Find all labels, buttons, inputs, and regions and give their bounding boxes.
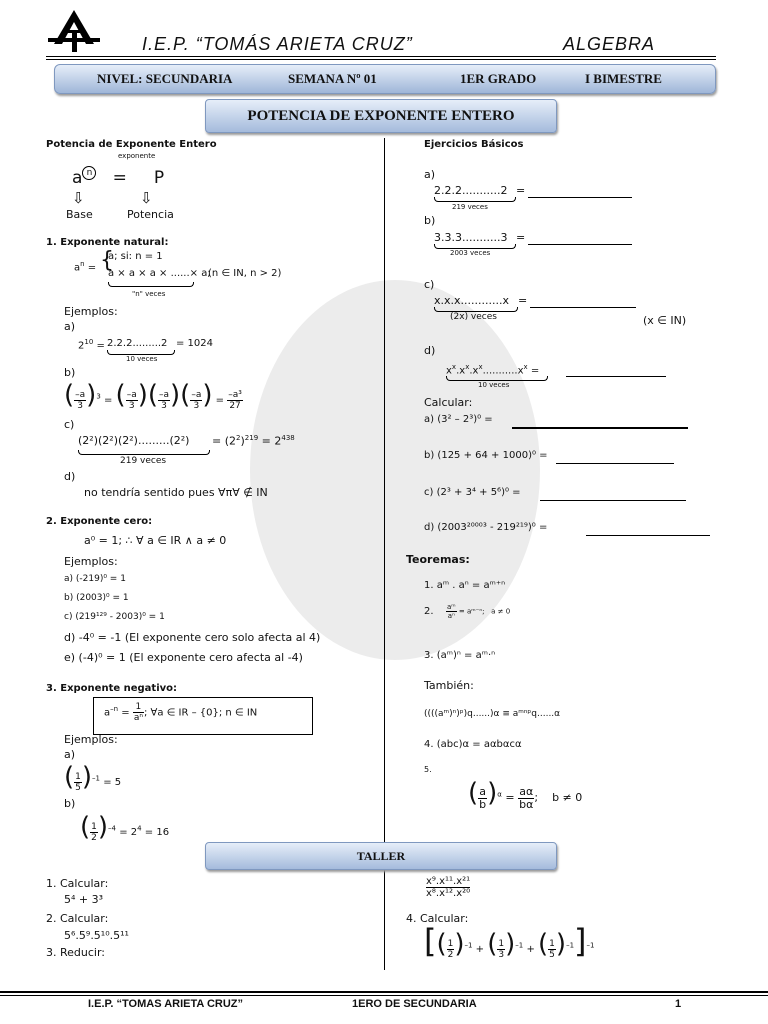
taller-item-1: 1. Calcular: (46, 877, 109, 890)
section3-title: 3. Exponente negativo: (46, 683, 178, 694)
base-label: Base (66, 208, 93, 221)
ej-b-label: b) (424, 214, 436, 227)
s1-veces: "n" veces (132, 290, 166, 298)
section2-title: 2. Exponente cero: (46, 516, 153, 527)
header-rule (46, 56, 716, 57)
ej-a-blank (528, 196, 632, 198)
semana-label: SEMANA Nº 01 (288, 71, 377, 86)
taller-item-3: 3. Reducir: (46, 946, 106, 959)
exponent-label: exponente (118, 152, 156, 160)
ej-b-eq: = (516, 231, 526, 244)
s1-ex-c-mid: (2²)(2²)(2²).........(2²) (78, 434, 190, 447)
s2-ex-c: c) (219¹²⁹ - 2003)⁰ = 1 (64, 612, 165, 622)
s1-brace: { (100, 248, 114, 273)
calc-heading: Calcular: (424, 396, 473, 409)
school-logo (46, 8, 102, 54)
s1-ex-c-res: = $(2^2)^{219} = 2^{438}$ (212, 434, 295, 448)
subject-name: ALGEBRA (563, 34, 656, 54)
footer-rule (0, 991, 768, 993)
s3-ex-a-label: a) (64, 748, 76, 761)
calc-d: d) (2003²⁰⁰⁰³ - 219²¹⁹)⁰ = (424, 522, 548, 533)
s2-rule: a⁰ = 1; ∴ ∀ a ∈ IR ∧ a ≠ 0 (84, 534, 227, 547)
calc-a: a) (3² – 2³)⁰ = (424, 414, 493, 425)
right-heading: Ejercicios Básicos (424, 139, 524, 150)
page-title: POTENCIA DE EXPONENTE ENTERO (205, 99, 557, 133)
s1-underbrace (108, 282, 194, 287)
footer-page-number: 1 (675, 998, 682, 1010)
taller-item-4: 4. Calcular: (406, 912, 469, 925)
teorema-1: 1. aᵐ . aⁿ = aᵐ⁺ⁿ (424, 580, 506, 591)
header-rule-2 (46, 59, 716, 60)
s1-condition: (n ∈ IN, n > 2) (208, 268, 282, 279)
teorema-5-expr: ( $\frac{a}{b}$ )$^\alpha$ = $\frac{a\alpha}{b\alpha}$ ; b ≠ 0 (468, 778, 583, 811)
ej-d-blank (566, 375, 666, 377)
footer-rule-2 (0, 995, 768, 996)
ej-d-veces: 10 veces (478, 381, 510, 389)
s1-ex-d-text: no tendría sentido pues ∀π∀ ∉ IN (84, 486, 268, 499)
s3-rule-tail: ; ∀a ∈ IR – {0}; n ∈ IN (143, 707, 258, 719)
s2-ejemplos: Ejemplos: (64, 555, 118, 568)
footer-school: I.E.P. “TOMAS ARIETA CRUZ” (88, 998, 244, 1010)
ej-d-expr: $x^x.x^x.x^x...........x^x$ = (446, 363, 540, 377)
ej-c-label: c) (424, 278, 435, 291)
section1-title: 1. Exponente natural: (46, 237, 169, 248)
ej-c-cond: (x ∈ IN) (643, 314, 687, 327)
s2-ex-a: a) (-219)⁰ = 1 (64, 574, 126, 584)
s1-ex-c-veces: 219 veces (120, 456, 167, 466)
s2-ex-e: e) (-4)⁰ = 1 (El exponente cero afecta al -4) (64, 651, 303, 664)
taller-item-4-expr: [( $\frac{1}{2}$ )$^{-1}$ + ( $\frac{1}{3}$ )$^{-1}$ + ( $\frac{1}{5}$ )$^{-1}$]$^{-1}$ (424, 922, 595, 960)
s1-ex-a-label: a) (64, 320, 76, 333)
s1-ejemplos: Ejemplos: (64, 305, 118, 318)
down-arrow-icon-2: ⇩ (140, 189, 153, 207)
power-formula: a n = P (72, 168, 165, 188)
calc-b-blank (556, 462, 674, 464)
s1-ex-c-brace (78, 450, 210, 455)
teorema-5-label: 5. (424, 765, 432, 774)
s1-line1: a; si: n = 1 (108, 251, 163, 262)
calc-b: b) (125 + 64 + 1000)⁰ = (424, 450, 548, 461)
taller-item-3-num: x⁹.x¹¹.x²¹ (426, 876, 471, 887)
footer-grade: 1ERO DE SECUNDARIA (352, 998, 477, 1010)
info-bar (54, 64, 716, 94)
ej-c-veces: (2x) veces (450, 312, 497, 322)
teorema-2-expr: $\frac{\text{aᵐ}}{\text{aⁿ}}$ = aᵐ⁻ⁿ; a ≠ 0 (447, 603, 511, 620)
s1-ex-b-expr: ( $\frac{-a}{3}$ )$^3$ = ( $\frac{-a}{3}$ )( $\frac{-a}{3}$ )( $\frac{-a}{3}$ ) = $\frac{\text{–a³}}{27}$ (64, 380, 242, 411)
ej-c-blank (530, 306, 636, 308)
tambien-expr: ((((aᵐ)ⁿ)ᵖ)q......)α ≡ aᵐⁿᵖq......α (424, 709, 561, 719)
s1-ex-d-label: d) (64, 470, 76, 483)
s3-ex-b-label: b) (64, 797, 76, 810)
s3-ex-a-expr: ( $\frac{1}{5}$ )$^{-1}$ = 5 (64, 762, 122, 793)
teoremas-heading: Teoremas: (406, 553, 470, 566)
s3-rule: $a^{-n}$ = $\frac{1}{\text{aⁿ}}$ ; ∀a ∈ IR – {0}; n ∈ IN (104, 702, 258, 723)
s1-ex-a-res: = 1024 (176, 338, 214, 349)
s1-an: $a^n$ = (74, 260, 97, 274)
s1-ex-a-lhs: $2^{10}$ = (78, 338, 105, 352)
calc-c: c) (2³ + 3⁴ + 5⁶)⁰ = (424, 487, 521, 498)
s3-ejemplos: Ejemplos: (64, 733, 118, 746)
teorema-5-cond: b ≠ 0 (552, 791, 583, 804)
grado-label: 1ER GRADO (460, 71, 537, 86)
s1-line2: a × a × a × ......× a; (108, 268, 211, 279)
ej-b-veces: 2003 veces (450, 249, 491, 257)
ej-d-label: d) (424, 344, 436, 357)
ej-a-brace (434, 197, 516, 202)
s1-ex-b-label: b) (64, 366, 76, 379)
ej-a-label: a) (424, 168, 436, 181)
power-label: Potencia (127, 208, 174, 221)
left-heading: Potencia de Exponente Entero (46, 139, 217, 150)
calc-a-blank (512, 426, 688, 429)
ej-a-expr: 2.2.2...........2 (434, 184, 508, 197)
s1-ex-a-mid: 2.2.2.........2 (107, 338, 168, 349)
teorema-3: 3. (aᵐ)ⁿ = aᵐ·ⁿ (424, 650, 496, 661)
ej-c-expr: x.x.x............x (434, 294, 509, 307)
s2-ex-b: b) (2003)⁰ = 1 (64, 593, 129, 603)
teorema-2-label: 2. (424, 606, 434, 617)
s2-ex-d: d) -4⁰ = -1 (El exponente cero solo afecta al 4) (64, 631, 321, 644)
taller-item-3-frac (426, 876, 470, 899)
ej-a-eq: = (516, 184, 526, 197)
taller-item-3-den: x⁸.x¹².x²⁰ (426, 888, 471, 899)
taller-title: TALLER (205, 842, 557, 870)
s1-ex-a-veces: 10 veces (126, 355, 158, 363)
taller-item-2: 2. Calcular: (46, 912, 109, 925)
down-arrow-icon: ⇩ (72, 189, 85, 207)
calc-d-blank (586, 534, 710, 536)
teorema-4: 4. (abc)α = aαbαcα (424, 739, 522, 750)
ej-c-eq: = (518, 294, 528, 307)
nivel-label: NIVEL: SECUNDARIA (97, 71, 233, 86)
s1-ex-c-label: c) (64, 418, 75, 431)
ej-b-blank (528, 243, 632, 245)
tambien-label: También: (424, 679, 474, 692)
ej-a-veces: 219 veces (452, 203, 488, 211)
taller-item-2-expr: 5⁶.5⁹.5¹⁰.5¹¹ (64, 929, 129, 942)
school-name: I.E.P. “TOMÁS ARIETA CRUZ” (142, 34, 413, 54)
taller-item-1-expr: 5⁴ + 3³ (64, 893, 104, 906)
calc-c-blank (540, 499, 686, 501)
bimestre-label: I BIMESTRE (585, 71, 662, 86)
s3-ex-b-expr: ( $\frac{1}{2}$ )$^{-4} = 2^4 = 16$ (80, 812, 170, 843)
ej-b-expr: 3.3.3...........3 (434, 231, 508, 244)
